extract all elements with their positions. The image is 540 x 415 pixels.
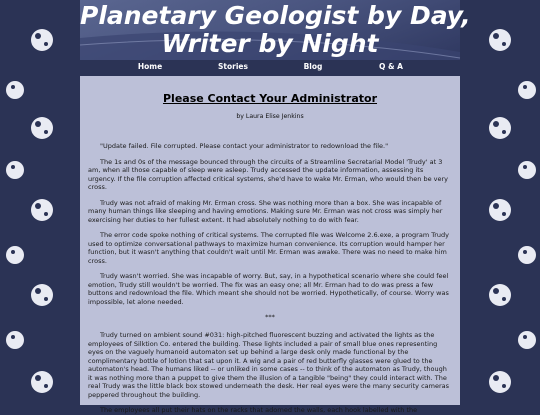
main-nav [80,60,460,76]
nav-stories-link[interactable]: Stories [218,62,248,71]
nav-qa-link[interactable]: Q & A [379,62,403,71]
story-paragraph: Trudy wasn't worried. She was incapable of worry. But, say, in a hypothetical scenario where she could feel emotion, Trudy still wouldn't be worried. The fix was an easy one; all Mr. Erman had to do was press a few buttons and redownload the file. Which meant she should not be worried. Hypothetically, of course. Worry was impossible, let alone needed. [88,272,449,306]
nav-blog-link[interactable]: Blog [303,62,323,71]
nav-home-link[interactable]: Home [137,62,163,71]
section-separator: *** [265,313,275,321]
story-paragraph: The error code spoke nothing of critical systems. The corrupted file was Welcome 2.6.exe, a program Trudy used to optimize conversational pathways to maximize human convenience. Its corruption would hamper her function, but it wasn't anything that couldn't wait until Mr. Erman was awake. There was no need to make him cross. [88,231,449,265]
site-banner [80,0,471,60]
article-byline: by Laura Elise Jenkins [236,113,304,120]
story-paragraph: Trudy was not afraid of making Mr. Erman cross. She was nothing more than a box. She was incapable of many human things like sleeping and having emotions. Making sure Mr. Erman was not cross was simply her exercising her duties to her fullest extent. It had absolutely nothing to do with fear. [88,198,443,224]
story-paragraph: The employees all put their hats on the racks that adorned the walls, each hook labelled with the [100,406,418,414]
site-title-line1: Planetary Geologist by Day, [80,1,471,30]
story-paragraph: "Update failed. File corrupted. Please contact your administrator to redownload the file." [100,142,389,150]
article-title: Please Contact Your Administrator [162,92,378,105]
content-area[interactable] [80,76,460,414]
story-body [88,142,452,415]
site-title-line2: Writer by Night [161,29,379,58]
story-paragraph: Trudy turned on ambient sound #031: high-pitched fluorescent buzzing and activated the lights as the employees of Silktion Co. entered the building. These lights included a pair of small blue ones representing eyes on the vaguely humanoid automaton set up behind a large desk only made functional by the complimentary bottle of lotion that sat upon it. A wig and a pair of red butterfly glasses were glued to the automaton's head. The humans liked -- or unliked in some cases -- to think of the automaton as Trudy, though it was nothing more than a puppet to give them the illusion of a tangible "being" they could interact with. The real Trudy was the little black box stowed underneath the desk. Her real eyes were the many security cameras peppered throughout the building. [88,331,449,399]
page-frame [80,0,471,414]
story-paragraph: The 1s and 0s of the message bounced through the circuits of a Streamline Secretarial Model 'Trudy' at 3 am, when all those capable of sleep were asleep. Trudy accessed the update information, assessing its urgency. If the file corruption affected critical systems, she'd have to wake Mr. Erman, who would then be very cross. [88,157,449,191]
